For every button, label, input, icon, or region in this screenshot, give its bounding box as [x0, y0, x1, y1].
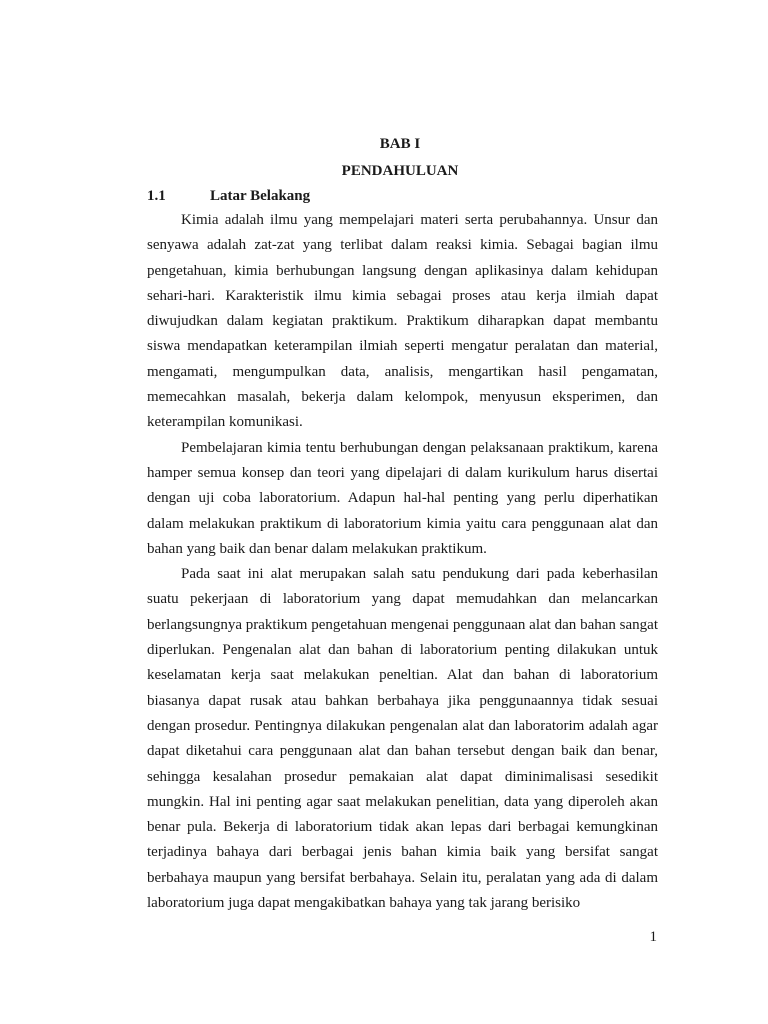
- paragraph-1: Kimia adalah ilmu yang mempelajari materi serta perubahannya. Unsur dan senyawa adalah zat-zat yang terlibat dalam reaksi kimia. Sebagai bagian ilmu pengetahuan, kimia berhubungan langsung dengan aplikasinya dalam kehidupan sehari-hari. Karakteristik ilmu kimia sebagai proses atau kerja ilmiah dapat diwujudkan dalam kegiatan praktikum. Praktikum diharapkan dapat membantu siswa mendapatkan keterampilan ilmiah seperti mengatur peralatan dan material, mengamati, mengumpulkan data, analisis, mengartikan hasil pengamatan, memecahkan masalah, bekerja dalam kelompok, menyusun eksperimen, dan keterampilan komunikasi.: [147, 212, 658, 431]
- section-number: 1.1: [147, 188, 166, 204]
- body-text: [147, 208, 658, 916]
- section-title: Latar Belakang: [210, 188, 311, 204]
- chapter-number: BAB I: [379, 136, 421, 152]
- page-number: 1: [649, 929, 657, 945]
- paragraph-3: Pada saat ini alat merupakan salah satu pendukung dari pada keberhasilan suatu pekerjaan di laboratorium yang dapat memudahkan dan melancarkan berlangsungnya praktikum pengetahuan mengenai penggunaan alat dan bahan sangat diperlukan. Pengenalan alat dan bahan di laboratorium penting dilakukan untuk keselamatan kerja saat melakukan peneltian. Alat dan bahan di laboratorium biasanya dapat rusak atau bahkan berbahaya jika penggunaannya tidak sesuai dengan prosedur. Pentingnya dilakukan pengenalan alat dan laboratorim adalah agar dapat diketahui cara penggunaan alat dan bahan tersebut dengan baik dan benar, sehingga kesalahan prosedur pemakaian alat dapat diminimalisasi sesedikit mungkin. Hal ini penting agar saat melakukan penelitian, data yang diperoleh akan benar pula. Bekerja di laboratorium tidak akan lepas dari berbagai kemungkinan terjadinya bahaya dari berbagai jenis bahan kimia baik yang bersifat sangat berbahaya maupun yang bersifat berbahaya. Selain itu, peralatan yang ada di dalam laboratorium juga dapat mengakibatkan bahaya yang tak jarang berisiko: [147, 566, 658, 912]
- section-heading: [147, 188, 310, 205]
- chapter-title: PENDAHULUAN: [341, 163, 459, 179]
- paragraph-2: Pembelajaran kimia tentu berhubungan dengan pelaksanaan praktikum, karena hamper semua konsep dan teori yang dipelajari di dalam kurikulum harus disertai dengan uji coba laboratorium. Adapun hal-hal penting yang perlu diperhatikan dalam melakukan praktikum di laboratorium kimia yaitu cara penggunaan alat dan bahan yang baik dan benar dalam melakukan praktikum.: [147, 439, 658, 557]
